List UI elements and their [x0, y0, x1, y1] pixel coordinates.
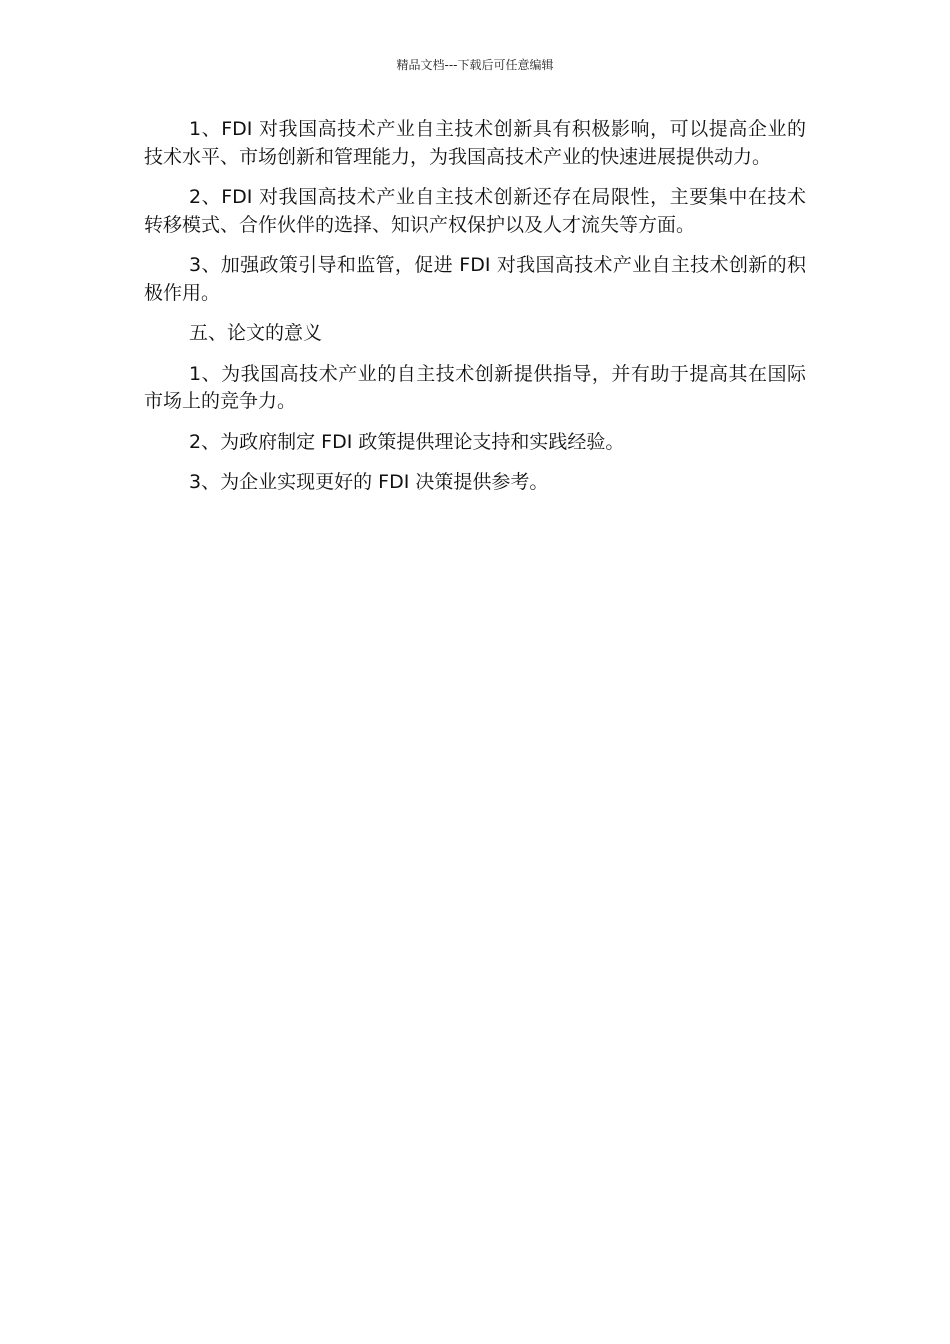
conclusion-point-2: 2、FDI 对我国高技术产业自主技术创新还存在局限性，主要集中在技术转移模式、合作伙伴的选择、知识产权保护以及人才流失等方面。 — [144, 186, 806, 236]
document-body — [144, 116, 806, 510]
conclusion-point-3: 3、加强政策引导和监管，促进 FDI 对我国高技术产业自主技术创新的积极作用。 — [144, 254, 806, 304]
significance-point-2: 2、为政府制定 FDI 政策提供理论支持和实践经验。 — [189, 430, 625, 453]
significance-point-3: 3、为企业实现更好的 FDI 决策提供参考。 — [189, 471, 549, 493]
significance-point-1: 1、为我国高技术产业的自主技术创新提供指导，并有助于提高其在国际市场上的竞争力。 — [144, 362, 806, 412]
section-heading-significance: 五、论文的意义 — [189, 322, 323, 344]
page-header: 精品文档---下载后可任意编辑 — [396, 58, 554, 72]
conclusion-point-1: 1、FDI 对我国高技术产业自主技术创新具有积极影响，可以提高企业的技术水平、市场创新和管理能力，为我国高技术产业的快速进展提供动力。 — [144, 118, 806, 168]
